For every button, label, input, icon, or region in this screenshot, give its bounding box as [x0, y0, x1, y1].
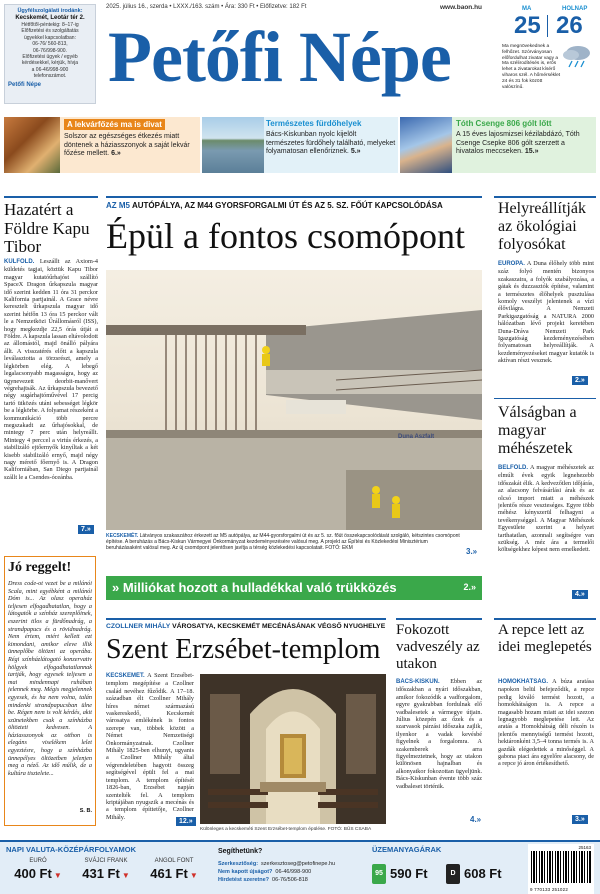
fuel-item [372, 862, 442, 888]
masthead-date: 2025. július 16., szerda • LXXX./163. szám • Ára: 330 Ft • Előfizetve: 182 Ft [106, 4, 307, 10]
main-caption [106, 533, 464, 552]
teaser-2-text: Bács-Kiskunban nyolc kijelölt természetes fürdőhely található, melyeket folyamatosan ellenőriznek. [266, 131, 396, 156]
ad-line: Hétfőtől-péntekig: 8–17-ig [21, 22, 79, 28]
help-label: Szerkesztőség: [218, 861, 259, 867]
ad-line: 06-76/998-900. [33, 47, 67, 54]
right-bottom-lead: HOMOKHÁTSÁG. [498, 679, 548, 685]
right-mid-page[interactable]: 4.» [572, 590, 588, 599]
weather-text: Ma megnövekednek a felhőzet. Szórványosan előfordulhat zivatar vagy a Ma szélirodítésés is, erős lehet a zivatarokat kísérő viharos szél. A hőmérséklet 24 és 31 fok között valószínű. [502, 44, 561, 90]
teaser-3-page: 15.» [524, 148, 539, 156]
help-value: szerkesztoseg@petofinepe.hu [261, 861, 336, 867]
teaser-strip [4, 113, 596, 177]
help-row[interactable] [218, 860, 358, 868]
construction-scene [106, 270, 482, 530]
jo-reggelt-sign: S. B. [79, 808, 92, 814]
down-arrow-icon: ▼ [121, 871, 130, 880]
fx-item [142, 858, 206, 881]
main-page[interactable]: 3.» [466, 547, 478, 556]
main-top-rule [106, 196, 482, 198]
right-mid-body [498, 464, 594, 594]
main-kicker [106, 201, 443, 210]
weather-day1-label: MA [522, 6, 532, 12]
help-value: 06-46/998-900 [275, 869, 312, 875]
weather-day2-temp: 26 [556, 12, 583, 39]
church-interior [200, 674, 386, 824]
left-story-page[interactable]: 7.» [78, 525, 94, 534]
help-label: Nem kapott újságot? [218, 869, 273, 875]
teaser-3[interactable] [400, 117, 596, 173]
church-photo [200, 674, 386, 824]
right-bottom-body [498, 678, 594, 826]
teaser-3-title: Tóth Csenge 806 gólt lőtt [456, 119, 552, 128]
fx-value: 400 Ft ▼ [14, 866, 62, 881]
right-top-rule [494, 196, 596, 198]
right-bottom-rule [494, 618, 596, 620]
barcode-top: 25163 [578, 845, 591, 850]
mid-body [396, 678, 482, 826]
ad-address: Kecskemét, Leotár tér 2. [15, 15, 85, 21]
right-top-text: A Duna élőhely több mint száz folyó mentén bizonyos szakaszaira, a folyók szabályozása, a gátak és duzzasztók építése, valamint a természetes élőhelyek pusztulása komoly veszélyt jelentenek a vízi élővilágra. A Nemzeti Parkigazgatóság a NATURA 2000 hálózatban lévő projekt keretében Duna-Dráva Nemzeti Park Igazgatóság kezdeményezésében folyamatosan helyreállítják. A kezdeményezéseket magyar kutatók is aktívan részt vesznek. [498, 260, 594, 365]
fuel-pump-icon: D [446, 864, 460, 884]
left-story-headline: Hazatért a Földre Kapu Tibor [4, 200, 90, 256]
weather-day1-temp: 25 [514, 12, 541, 39]
left-story-lead: KÜLFÖLD. [4, 259, 35, 265]
main-kicker-rest: AUTÓPÁLYA, AZ M44 GYORSFORGALMI ÚT ÉS AZ 5. SZ. FŐÚT KAPCSOLÓDÁSA [131, 201, 443, 210]
barcode-num: 9 770133 251022 [530, 887, 569, 892]
teaser-3-text: A 15 éves lajosmizsei kézilabdázó, Tóth Csenge Csepke 806 gólt szerzett a hivatalos meccseken. [456, 131, 580, 156]
teaser-2[interactable] [202, 117, 398, 173]
left-story-body [4, 258, 98, 536]
teaser-1-title: A lekvárfőzés ma is divat [64, 119, 165, 130]
footer [0, 840, 600, 894]
main-caption-lead: KECSKEMÉT. [106, 533, 139, 539]
ad-lines [8, 22, 92, 80]
barcode-bars [531, 851, 591, 883]
church-page[interactable]: 12.» [176, 817, 196, 826]
fx-name: EURÓ [29, 858, 47, 864]
fx-name: ANGOL FONT [154, 858, 194, 864]
right-mid-lead: BELFÖLD. [498, 465, 528, 471]
fx-item [6, 858, 70, 881]
ad-box [4, 4, 96, 104]
fx-list [6, 858, 206, 894]
ad-line: kérdésekkel, kérjük, hívja [21, 60, 79, 67]
teaser-1-text: Solszor az egészséges étkezés miatt döntenek a háziasszonyok a saját lekvár főzése mellett. [64, 133, 190, 158]
weather-divider [547, 15, 548, 37]
right-mid-headline: Válságban a magyar méhészetek [498, 404, 577, 457]
banner-text: » Milliókat hozott a hulladékkal való trükközés [112, 580, 397, 595]
fx-item [74, 858, 138, 881]
ad-logo: Petőfi Népe [8, 81, 42, 88]
right-top-lead: EURÓPA. [498, 261, 525, 267]
mid-headline: Fokozott vadveszély az utakon [396, 622, 480, 672]
jo-reggelt-text: Dress code-ot vezet be a milánói Scala, mint egyébként a milánói Dóm is... Az olasz operaház teljesen elfogadhatatlan, hogy a látogatók a színház szereplőinek, eszerint tilos a fürdőnadrág, a strandpapucs és a rövidnadrág. Nem értem, miért kellett ezt kimondani, amikor eleve illik ünneplőbe öltözni az operába. Régi színházlátogató konzervativ hölgyek elfogadhatatlannak tartják, hogy egyesek teljesen a mai mindennapi ruhában jelennek meg. Mégis megjelennek egyesek, és ha nem volna, talán mindenki strandpapucsban ülne be. Régen nem is volt kérdés, akit szünetekben csak a színházba öltözteti kedvesen. A háziasszonyok az otthon is elegáns viselékem lelet egyeztésre, hogy a színházba ünnepélyes öltözetben jelenjen meg a néző. Az idő múlik, de a kultúra tisztelete... [8, 580, 92, 777]
jo-reggelt-box [4, 556, 96, 826]
mid-top-rule [396, 618, 482, 620]
main-caption-text: Látványos szakaszához érkezett az M5 autópálya, az M44-gyorsforgalmi út és az 5. sz. főút összekapcsolódását szolgáló, kétszintes csomópont építése. A beruházás a Bács-Kiskun Vármegyei Önkormányzat kezdeményezésére valósul meg. A projekt az Építési és Közlekedési Minisztérium beruházásaként valósul meg. Az új csomópont jelentősen javítja a térség közlekedési kapcsolatait. FOTÓ: EKM [106, 533, 460, 552]
teaser-1-page: 6.» [111, 150, 121, 158]
church-headline: Szent Erzsébet-templom [106, 634, 381, 665]
ad-line: telefonszámot. [33, 73, 67, 80]
help-title: Segíthetünk? [218, 848, 263, 855]
right-top-headline: Helyreállítják az ökológiai folyosókat [498, 200, 586, 253]
jo-reggelt-title: Jó reggelt! [8, 560, 72, 575]
banner[interactable] [106, 576, 482, 600]
mid-text: Ebben az időszakban a nyári időszakban, amikor fokozódik a vadforgalom, egyre gyakrabban fordulnak elő vadbalesetek a vármegye útjain. Július közepén az őzek és a szarvasok párzási időszaka zajlik, ilyenkor a vadak kevésbé figyelnek a forgalomra. A szakemberek arra figyelmeztetnek, hogy az utakon különösen hajnalban és alkonyatkor fokozottan ügyeljünk. Bács-Kiskunban évente több száz vadbaleset történik. [396, 678, 482, 790]
church-kicker [106, 623, 385, 630]
right-mid-rule [494, 398, 596, 399]
teaser-1[interactable] [4, 117, 200, 173]
left-top-rule [4, 196, 98, 198]
banner-page: 2.» [463, 582, 476, 592]
teaser-2-photo [202, 117, 264, 173]
teaser-2-page: 5.» [350, 148, 361, 156]
down-arrow-icon: ▼ [53, 871, 62, 880]
fuel-title: ÜZEMANYAGÁRAK [372, 845, 442, 854]
cloud-rain-icon [560, 42, 594, 70]
fx-name: SVÁJCI FRANK [84, 858, 128, 864]
ad-line: Előfizetési ügyek / egyéb [22, 54, 78, 61]
help-row[interactable] [218, 868, 358, 876]
church-body [106, 672, 194, 824]
church-kicker-bold: CZOLLNER MIHÁLY [106, 623, 171, 630]
right-top-page[interactable]: 2.» [572, 376, 588, 385]
church-lead: KECSKEMÉT. [106, 673, 145, 679]
church-text: A Szent Erzsébet-templom megépítése a Czollner család nevéhez fűződik. A 17–18. században élt Czollner Mihály híres német származású vaskereskedő, Kecskemét városatya emlékének is fontos szerepe van, többek között a Német Nemzetiségi Önkormányzatnak. Czollner Mihály 1825-ben elhunyt, ugyanis a Czollner Mihály által végrendeletében hagyott összeg segítségével épült fel a mai templom. A templom építését 1826-ban, Erzsébet napján szentelték fel. A templom kriptájában nyugszik a mecénás és a templom építtetője, Czollner Mihály. [106, 672, 194, 821]
down-arrow-icon: ▼ [189, 871, 198, 880]
ad-line: a 06-46/998-900 [31, 66, 69, 73]
teaser-1-photo [4, 117, 60, 173]
right-bottom-headline: A repce lett az idei meglepetés [498, 622, 592, 655]
teaser-1-text-wrap [64, 133, 198, 159]
help-list [218, 860, 358, 884]
main-headline: Épül a fontos csomópont [106, 216, 465, 256]
mid-lead: BÁCS-KISKUN. [396, 679, 440, 685]
weather-day2-label: HOLNAP [562, 6, 588, 12]
main-photo [106, 270, 482, 530]
main-photo-sign: Duna Aszfalt [398, 434, 435, 440]
mid-page[interactable]: 4.» [470, 815, 482, 824]
church-top-rule [106, 618, 386, 620]
ad-line: 06-76/ 560-813, [32, 41, 68, 48]
masthead-url[interactable]: www.baon.hu [440, 4, 483, 11]
barcode [528, 844, 594, 894]
right-bottom-text: A búza aratása napokon belül befejeződik, a repce pedig kiváló termést hozott, a homokhátságon is. A repce a magasabb hozam miatt az idei szezon legnagyobb meglepetése lett. Az aratás a Homokhátság déli részén is jelentős mennyiségű termést hozott, hektáronként 3,5–4 tonna termés is. A gazdák elégedettek a minőséggel. A gabona piaci ára egyelőre alacsony, de a repce jó áron értékesíthető. [498, 678, 594, 768]
fx-value: 461 Ft ▼ [150, 866, 198, 881]
help-row[interactable] [218, 876, 358, 884]
teaser-3-text-wrap [456, 131, 594, 157]
teaser-2-title: Természetes fürdőhelyek [266, 119, 362, 128]
help-label: Hirdetést szeretne? [218, 877, 270, 883]
fuel-item [446, 862, 516, 888]
church-kicker-rest: VÁROSATYA, KECSKEMÉT MECÉNÁSÁNAK VÉGSŐ NYUGHELYE [172, 623, 386, 630]
right-mid-text: A magyar méhészetek az elmúlt évek egyik legnehezebb időszakát élik. A kedvezőtlen időjárás, az alacsony felvásárlási árak és az olcsó import miatt a méhészek jelentős része veszteséges. Egyre több méhész kényszerül felhagyni a tevékenységgel. A Magyar Méhészek Egyesülete szerint a helyzet tarthatatlan, azonnali segítségre van szükség. A méz ára a termelői költségekhez képest nem emelkedett. [498, 464, 594, 554]
fx-value: 431 Ft ▼ [82, 866, 130, 881]
fuel-pump-icon: 95 [372, 864, 386, 884]
fuel-value: 590 Ft [390, 866, 428, 881]
right-top-body [498, 260, 594, 388]
fuel-value: 608 Ft [464, 866, 502, 881]
ad-line: ügyekkel kapcsolatban: [24, 34, 76, 41]
ad-line: Előfizetési és szolgáltatás [21, 28, 79, 35]
masthead-title: Petőfi Népe [108, 17, 451, 97]
right-bottom-page[interactable]: 3.» [572, 815, 588, 824]
teaser-2-text-wrap [266, 131, 396, 157]
help-value: 06-76/506-818 [272, 877, 308, 883]
fuel-list [372, 858, 522, 894]
teaser-3-photo [400, 117, 452, 173]
ad-title: Ügyfélszolgálati irodánk: [17, 8, 83, 14]
left-story-text: Leszállt az Axiom-4 küldetés tagjai, köztük Kapu Tibor magyar kutatóűrhajóst szállító SpaceX Dragon űrkapszula magyar idő szerint kedden 11 óra 31 perckor Kalifornia partjainál. A Grace névre keresztelt űrkapszula magyar idő szerint hétfőn 13 óra 15 perckor vált le a Nemzetközi Űrállomásról (ISS), hogy megkezdje 22,5 órás útját a Földre. A kapszula lassan eltávolodott az állomástól, majd önálló pályára állt. A visszatérés előtt a kapszula leválasztotta a törzsrészt, amely a légkörben elég. A lebegő legalacsonyabb magasságra, hogy az ügynevezett deorbit-manővert végrehajtsák. Az űrkapszula bevezető négy sugárhajtóművével 17 percig tartó ütközés utáni sebességet légkör be a légkörbe. A folyamat részeként a kommunikáció több percre megszakadt az űrhajósokkal, de mintegy 7 perc után helyreállt. Mintegy 4 perccel a virtús érkezés, a stabilizáló ejtőernyők kinyíltak a két kisebb stabilizáló ernyő, majd négy nagy mérető főernyő is. A Dragon Kaliforniában, San Diego partjainál szállt le a Csendes-óceánba. [4, 258, 98, 481]
fx-title: NAPI VALUTA-KÖZÉPÁRFOLYAMOK [6, 845, 137, 854]
main-kicker-bold: AZ M5 [106, 201, 130, 210]
church-caption: Különleges a kecskeméti Szent Erzsébet-templom épülése. FOTÓ: BÜS CSABA [200, 827, 372, 832]
